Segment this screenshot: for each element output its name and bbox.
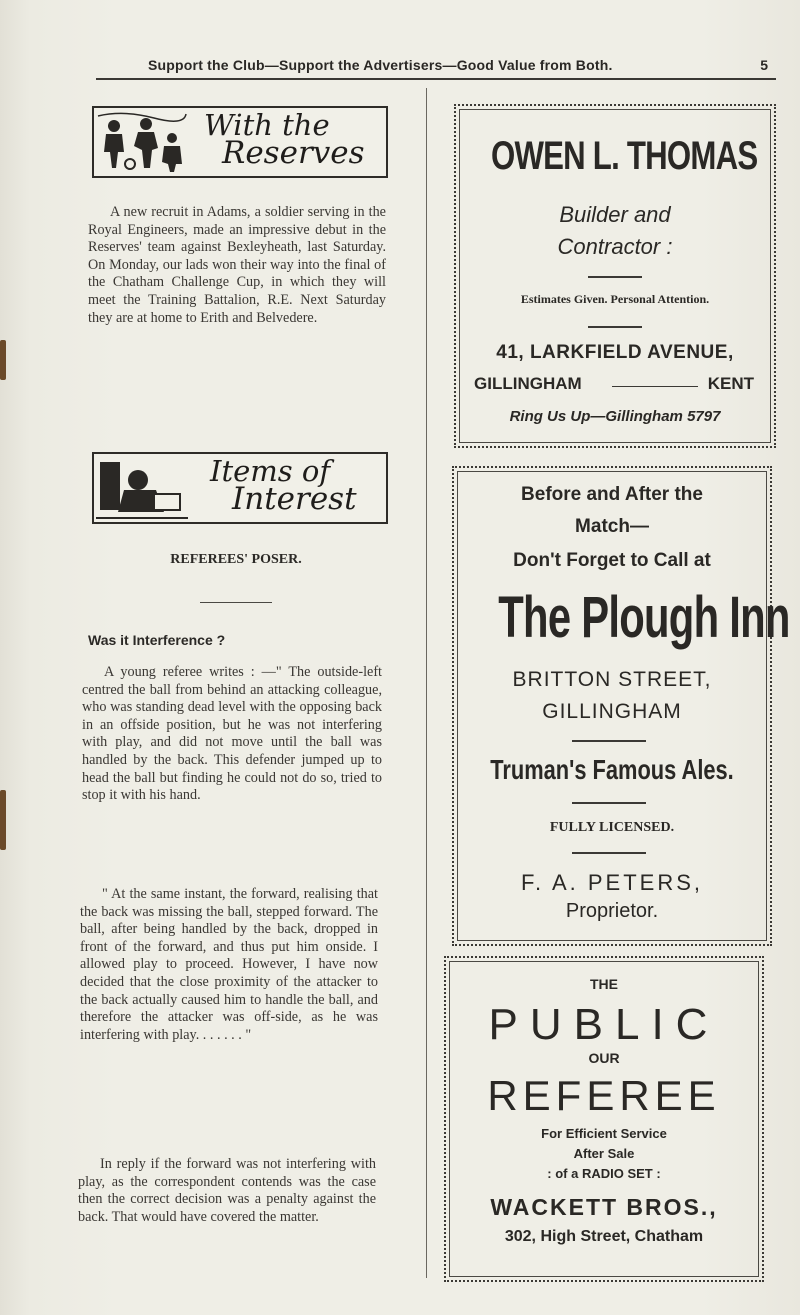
- ad-owen-thomas: [454, 104, 776, 448]
- header-slogan: Support the Club—Support the Advertisers—Good Value from Both.: [148, 57, 613, 73]
- article-para-3-text: In reply if the forward was not interfering with play, as the correspondent contends was the case then the correct decision was a penalty against the back. That would have covered the matter.: [78, 1156, 376, 1225]
- article-para-1: [82, 664, 382, 805]
- interest-banner: [92, 452, 388, 524]
- article-subheading: Was it Interference ?: [88, 632, 226, 648]
- ad-plough-ales: Truman's Famous Ales.: [490, 754, 734, 785]
- ad-thomas-name: OWEN L. THOMAS: [490, 134, 758, 178]
- ad-thomas-dash: [612, 386, 698, 387]
- article-para-1-text: A young referee writes : —" The outside-left centred the ball from behind an attacking colleague, who was standing dead level with the opposing back in an offside position, but he was not interfering with play, and did not move until the ball was handled by the back. This defender jumped up to head the ball but finding he could not do so, tried to stop it with his hand.: [82, 664, 382, 804]
- ad-plough-rule: [572, 802, 646, 804]
- ad-wackett-our: OUR: [588, 1050, 620, 1066]
- ad-plough-inn: [452, 466, 790, 946]
- reading-figure-illustration: [94, 454, 190, 522]
- ad-plough-name: The Plough Inn: [498, 585, 790, 650]
- page-number: 5: [760, 57, 768, 73]
- reserves-body: A new recruit in Adams, a soldier serving in the Royal Engineers, made an impressive debut in the Reserves' team against Bexleyheath, last Saturday. On Monday, our lads won their way into the final of the Chatham Challenge Cup, in which they will meet the Training Battalion, R.E. Next Saturday they are at home to Erith and Belvedere.: [88, 204, 386, 326]
- ad-wackett-bros: [444, 956, 764, 1282]
- heading-rule: [200, 602, 272, 603]
- ad-plough-role: Proprietor.: [565, 900, 659, 922]
- ad-wackett-company: WACKETT BROS.,: [490, 1194, 718, 1220]
- ad-plough-line2: Match—: [575, 516, 649, 537]
- ad-thomas-rule: [588, 276, 642, 278]
- article-heading: REFEREES' POSER.: [170, 552, 302, 567]
- ad-thomas-rule: [588, 326, 642, 328]
- ad-plough-rule: [572, 740, 646, 742]
- ad-thomas-phone: Ring Us Up—Gillingham 5797: [509, 408, 721, 425]
- ad-plough-town: GILLINGHAM: [542, 700, 682, 723]
- reserves-banner: [92, 106, 388, 178]
- interest-banner-line1: Items of: [210, 454, 331, 488]
- article-para-3: [78, 1156, 376, 1226]
- ad-wackett-referee: REFEREE: [487, 1072, 721, 1119]
- ad-wackett-the: THE: [590, 976, 618, 992]
- ad-wackett-public: PUBLIC: [488, 1000, 720, 1049]
- binding-mark: [0, 790, 6, 850]
- reserves-report: [88, 204, 386, 327]
- ad-plough-rule: [572, 852, 646, 854]
- ad-plough-owner: F. A. PETERS,: [520, 870, 704, 895]
- article-para-2-text: " At the same instant, the forward, realising that the back was missing the ball, stepped forward. The ball, after being handled by the back, dropped in front of the forward, and thus put him onside. I allowed play to proceed. However, I have now decided that the close proximity of the attacker to the back actually caused him to handle the ball, and therefore the attacker was off-side, as he was interfering with play. . . . . . . ": [80, 886, 378, 1043]
- ad-plough-line3: Don't Forget to Call at: [513, 550, 711, 571]
- ad-thomas-address1: 41, LARKFIELD AVENUE,: [496, 342, 734, 363]
- ad-wackett-service2: After Sale: [573, 1146, 635, 1161]
- ad-thomas-services: Estimates Given. Personal Attention.: [520, 292, 710, 306]
- ad-plough-street: BRITTON STREET,: [512, 668, 712, 691]
- ad-wackett-service1: For Efficient Service: [541, 1126, 667, 1141]
- running-header: [96, 48, 776, 80]
- ad-wackett-service3: : of a RADIO SET :: [547, 1166, 661, 1181]
- ad-plough-line1: Before and After the: [521, 484, 703, 505]
- ad-thomas-county: KENT: [707, 374, 754, 393]
- ad-thomas-town: GILLINGHAM: [474, 374, 582, 393]
- ad-thomas-line2: Contractor :: [557, 234, 673, 259]
- interest-banner-line2: Interest: [232, 481, 357, 517]
- binding-mark: [0, 340, 6, 380]
- binding-edge: [0, 90, 20, 1290]
- reserves-banner-line2: Reserves: [222, 135, 365, 171]
- ad-plough-licensed: FULLY LICENSED.: [549, 820, 675, 835]
- ad-wackett-address: 302, High Street, Chatham: [504, 1228, 704, 1245]
- article-para-2: [80, 886, 378, 1044]
- football-players-illustration: [94, 108, 190, 176]
- reserves-banner-line1: With the: [204, 108, 330, 142]
- ad-thomas-line1: Builder and: [559, 202, 671, 227]
- column-divider: [426, 88, 427, 1278]
